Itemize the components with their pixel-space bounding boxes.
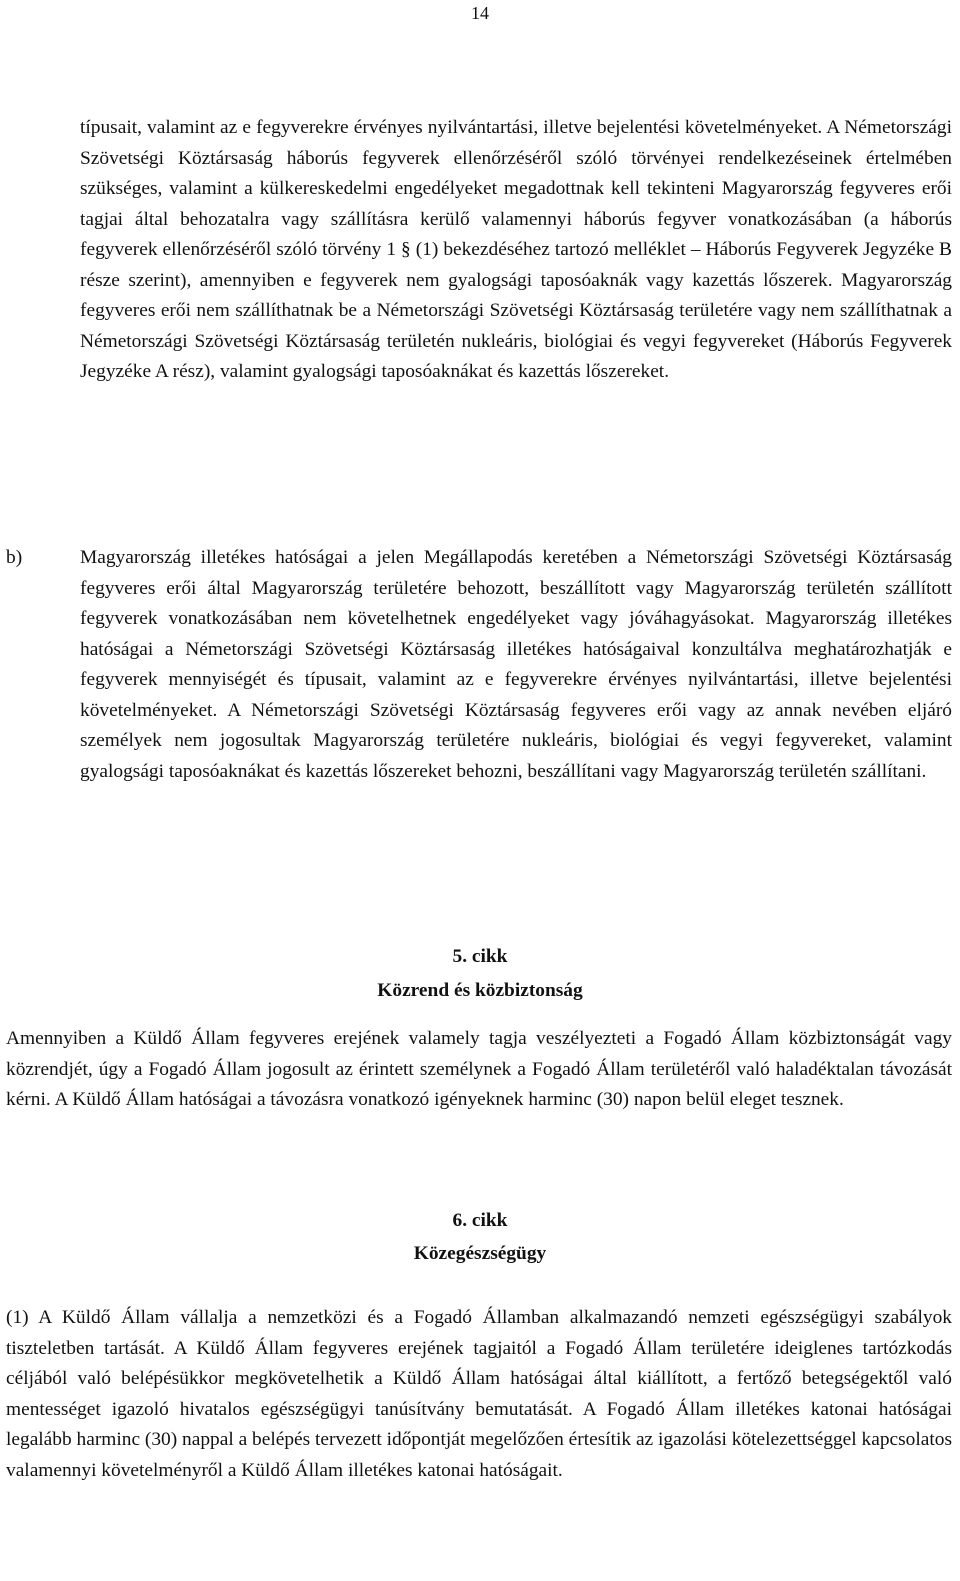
- page-number: 14: [471, 3, 489, 23]
- article-6-text: [6, 1303, 952, 1486]
- paragraph-text: (1) A Küldő Állam vállalja a nemzetközi és a Fogadó Államban alkalmazandó nemzeti egészségügyi szabályok tiszteletben tartását. A Küldő Állam fegyveres erejének tagjaitól a Fogadó Állam területére ideiglenes tartózkodás céljából való belépésükkor megkövetelhetik a Küldő Állam hatóságai által kiállított, a fertőző betegségektől való mentességet igazoló hivatalos egészségügyi tanúsítvány bemutatását. A Fogadó Állam illetékes katonai hatóságai legalább harminc (30) nappal a belépés tervezett időpontját megelőzően értesítik az igazolási kötelezettséggel kapcsolatos valamennyi követelményről a Küldő Állam illetékes katonai hatóságait.: [6, 1307, 952, 1481]
- article-5-text: [6, 1024, 952, 1116]
- paragraph-b: [80, 543, 952, 787]
- article-5-number: 5. cikk: [452, 946, 508, 967]
- paragraph-text: Magyarország illetékes hatóságai a jelen Megállapodás keretében a Németországi Szövetségi Köztársaság fegyveres erői által Magyarország területére behozott, beszállított vagy Magyarország területén szállított fegyverek vonatkozásában nem követelhetnek engedélyeket vagy jóváhagyásokat. Magyarország illetékes hatóságai a Németországi Szövetségi Köztársaság illetékes hatóságaival konzultálva meghatározhatják e fegyverek mennyiségét és típusait, valamint az e fegyverekre érvényes nyilvántartási, illetve bejelentési követelményeket. A Németországi Szövetségi Köztársaság fegyveres erői vagy az annak nevében eljáró személyek nem jogosultak Magyarország területére nukleáris, biológiai és vegyi fegyvereket, valamint gyalogsági taposóaknákat és kazettás lőszereket behozni, beszállítani vagy Magyarország területén szállítani.: [80, 547, 952, 782]
- article-5-title: Közrend és közbiztonság: [377, 980, 583, 1001]
- paragraph-text: típusait, valamint az e fegyverekre érvényes nyilvántartási, illetve bejelentési követelményeket. A Németországi Szövetségi Köztársaság háborús fegyverek ellenőrzéséről szóló törvényei rendelkezéseinek értelmében szükséges, valamint a külkereskedelmi engedélyeket megadottnak kell tekinteni Magyarország fegyveres erői tagjai által behozatalra vagy szállításra kerülő valamennyi háborús fegyver vonatkozásában (a háborús fegyverek ellenőrzéséről szóló törvény 1 § (1) bekezdéséhez tartozó melléklet – Háborús Fegyverek Jegyzéke B része szerint), amennyiben e fegyverek nem gyalogsági taposóaknák vagy kazettás lőszerek. Magyarország fegyveres erői nem szállíthatnak be a Németországi Szövetségi Köztársaság területére vagy nem szállíthatnak a Németországi Szövetségi Köztársaság területén nukleáris, biológiai és vegyi fegyvereket (Háborús Fegyverek Jegyzéke A rész), valamint gyalogsági taposóaknákat és kazettás lőszereket.: [80, 117, 952, 382]
- article-6-title: Közegészségügy: [413, 1243, 547, 1264]
- paragraph-a-continued: [80, 113, 952, 388]
- item-b-label: b): [6, 547, 23, 568]
- article-6-number: 6. cikk: [452, 1210, 508, 1231]
- paragraph-text: Amennyiben a Küldő Állam fegyveres erejének valamely tagja veszélyezteti a Fogadó Állam közbiztonságát vagy közrendjét, úgy a Fogadó Állam jogosult az érintett személynek a Fogadó Állam területéről való haladéktalan távozását kérni. A Küldő Állam hatóságai a távozásra vonatkozó igényeknek harminc (30) napon belül eleget tesznek.: [6, 1028, 952, 1110]
